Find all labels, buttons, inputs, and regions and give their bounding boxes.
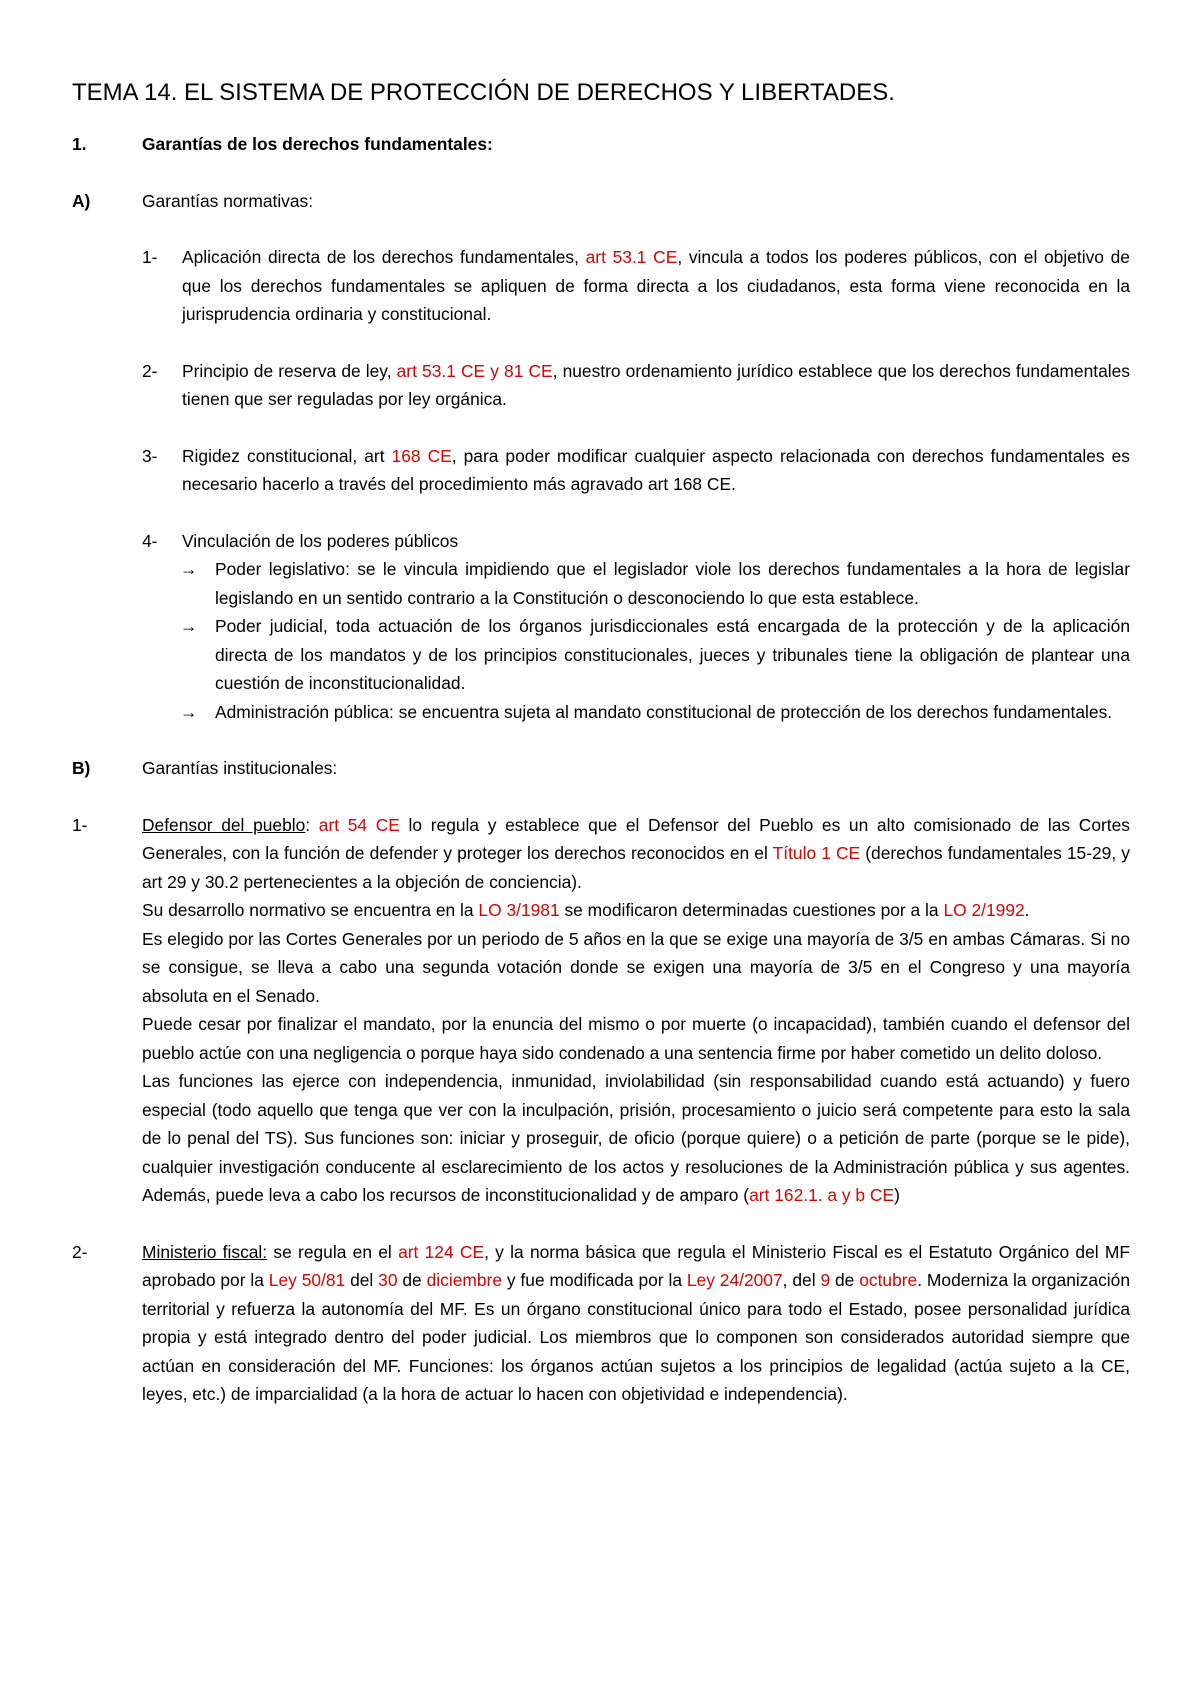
section-1-label: Garantías de los derechos fundamentales: (142, 134, 493, 154)
date-reference: diciembre (426, 1270, 502, 1290)
legal-reference: art 162.1. a y b CE (749, 1185, 895, 1205)
item-heading: Ministerio fiscal: (142, 1241, 268, 1262)
legal-reference: Título 1 CE (772, 843, 861, 863)
page-title: TEMA 14. EL SISTEMA DE PROTECCIÓN DE DERECHOS Y LIBERTADES. (72, 79, 895, 106)
section-b-label: Garantías institucionales: (142, 758, 338, 778)
list-item: → Administración pública: se encuentra sujeta al mandato constitucional de protección de los derechos fundamentales. (180, 698, 1130, 727)
item-number: 2- (72, 1241, 88, 1262)
legal-reference: LO 2/1992 (943, 900, 1025, 920)
date-reference: 30 (378, 1270, 398, 1290)
arrow-right-icon: → (180, 559, 198, 579)
section-1-number: 1. (72, 134, 87, 154)
item-body (142, 811, 1130, 1210)
item-number: 4- (142, 530, 158, 551)
item-text: Rigidez constitucional, art 168 CE, para poder modificar cualquier aspecto relacionada con derechos fundamentales es necesario hacerlo a través del procedimiento más agravado art 168 CE. (182, 445, 1130, 494)
legal-reference: art 53.1 CE (585, 247, 678, 267)
date-reference: octubre (859, 1270, 918, 1290)
section-1-heading (72, 130, 1130, 159)
legal-reference: art 124 CE (398, 1241, 485, 1262)
item-number: 3- (142, 445, 158, 466)
section-a-letter: A) (72, 190, 91, 211)
legal-reference: art 54 CE (318, 814, 400, 835)
legal-reference: LO 3/1981 (478, 900, 560, 920)
arrow-right-icon: → (180, 616, 198, 636)
paragraph: Puede cesar por finalizar el mandato, por la enuncia del mismo o por muerte (o incapacidad), también cuando el defensor del pueblo actúe con una negligencia o porque haya sido condenado a una sentencia firme por haber cometido un delito doloso. (142, 1014, 1130, 1063)
item-heading: Defensor del pueblo (142, 814, 306, 835)
ministerio-fiscal-item (72, 1238, 1130, 1409)
normative-item-4 (142, 527, 1130, 727)
arrow-right-icon: → (180, 701, 198, 722)
section-a-heading (72, 187, 1130, 216)
item-body (142, 1238, 1130, 1409)
normative-item-3 (142, 442, 1130, 499)
normative-item-1 (142, 243, 1130, 329)
legal-reference: art 53.1 CE y 81 CE (396, 360, 553, 381)
paragraph: Las funciones las ejerce con independencia, inmunidad, inviolabilidad (sin responsabilidad cuando está actuando) y fuero especial (todo aquello que tenga que ver con la inculpación, prisión, procesamiento o juicio será competente para esto la sala de lo penal del TS). Sus funciones son: iniciar y proseguir, de oficio (porque quiere) o a petición de parte (porque se le pide), cualquier investigación conducente al esclarecimiento de los actos y resoluciones de la Administración pública y sus agentes. Además, puede leva a cabo los recursos de inconstitucionalidad y de amparo (art 162.1. a y b CE) (142, 1071, 1130, 1205)
section-b-letter: B) (72, 758, 91, 778)
legal-reference: Ley 24/2007 (686, 1270, 783, 1290)
section-a-label: Garantías normativas: (142, 190, 314, 211)
item-number: 2- (142, 360, 158, 381)
paragraph: Es elegido por las Cortes Generales por un periodo de 5 años en la que se exige una mayoría de 3/5 en ambas Cámaras. Si no se consigue, se lleva a cabo una segunda votación donde se exigen una mayoría de 3/5 en el Congreso y una mayoría absoluta en el Senado. (142, 928, 1130, 1006)
paragraph: Su desarrollo normativo se encuentra en la LO 3/1981 se modificaron determinadas cuestiones por a la LO 2/1992. (142, 900, 1030, 920)
section-b-heading (72, 754, 1130, 783)
defensor-del-pueblo-item (72, 811, 1130, 1210)
item-text: Aplicación directa de los derechos fundamentales, art 53.1 CE, vincula a todos los poderes públicos, con el objetivo de que los derechos fundamentales se apliquen de forma directa a los ciudadanos, esta forma viene reconocida en la jurisprudencia ordinaria y constitucional. (182, 247, 1130, 324)
powers-list (180, 555, 1130, 726)
legal-reference: Ley 50/81 (268, 1270, 346, 1290)
paragraph: Ministerio fiscal: se regula en el art 124 CE, y la norma básica que regula el Ministerio Fiscal es el Estatuto Orgánico del MF aprobado por la Ley 50/81 del 30 de diciembre y fue modificada por la Ley 24/2007, del 9 de octubre. Moderniza la organización territorial y refuerza la autonomía del MF. Es un órgano constitucional único para todo el Estado, posee personalidad jurídica propia y está integrado dentro del poder judicial. Los miembros que lo componen son considerados autoridad siempre que actúan en consideración del MF. Funciones: los órganos actúan sujetos a los principios de legalidad (actúa sujeto a la CE, leyes, etc.) de imparcialidad (a la hora de actuar lo hacen con objetividad e independencia). (142, 1241, 1131, 1404)
item-label: Vinculación de los poderes públicos (182, 530, 459, 551)
paragraph: Defensor del pueblo: art 54 CE lo regula y establece que el Defensor del Pueblo es un alto comisionado de las Cortes Generales, con la función de defender y proteger los derechos reconocidos en el Título 1 CE (derechos fundamentales 15-29, y art 29 y 30.2 pertenecientes a la objeción de conciencia). (142, 814, 1130, 892)
item-text: Principio de reserva de ley, art 53.1 CE y 81 CE, nuestro ordenamiento jurídico establece que los derechos fundamentales tienen que ser reguladas por ley orgánica. (182, 360, 1130, 409)
list-item: → Poder legislativo: se le vincula impidiendo que el legislador viole los derechos fundamentales a la hora de legislar legislando en un sentido contrario a la Constitución o desconociendo lo que esta establece. (180, 555, 1130, 612)
item-number: 1- (142, 247, 158, 267)
normative-item-2 (142, 357, 1130, 414)
legal-reference: 168 CE (391, 445, 452, 466)
item-number: 1- (72, 814, 88, 835)
date-reference: 9 (820, 1270, 831, 1290)
list-item: → Poder judicial, toda actuación de los órganos jurisdiccionales está encargada de la protección y de la aplicación directa de los mandatos y de los principios constitucionales, jueces y tribunales tiene la obligación de plantear una cuestión de inconstitucionalidad. (180, 612, 1130, 698)
